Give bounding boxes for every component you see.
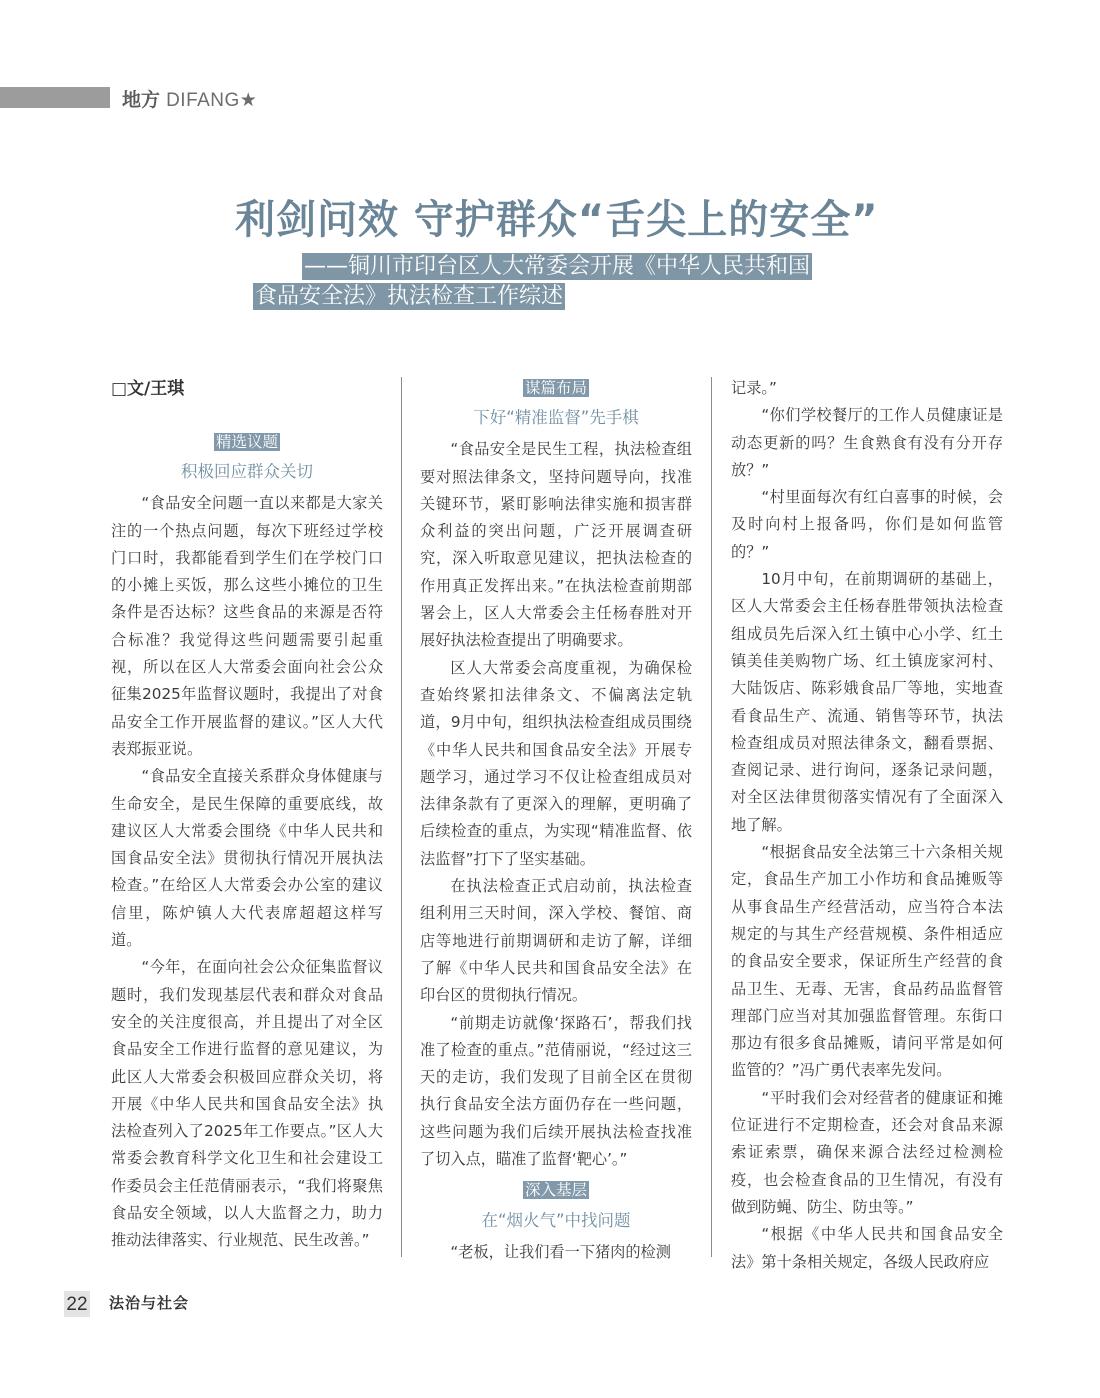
column-2 xyxy=(420,375,692,1266)
column-3 xyxy=(731,375,1003,1276)
section-heading: 下好“精准监督”先手棋 xyxy=(473,408,639,428)
column-1 xyxy=(111,429,383,1255)
section-heading: 在“烟火气”中找问题 xyxy=(481,1210,631,1230)
star-icon: ★ xyxy=(239,89,257,111)
section-heading: 积极回应群众关切 xyxy=(181,462,313,482)
paragraph: “根据《中华人民共和国食品安全法》第十条相关规定，各级人民政府应 xyxy=(731,1225,1003,1271)
column-divider xyxy=(401,377,402,1257)
paragraph: “村里面每次有红白喜事的时候，会及时向村上报备吗，你们是如何监管的？” xyxy=(731,488,1003,561)
article-title: 利剑问效 守护群众“舌尖上的安全” xyxy=(235,197,879,243)
section-tag-text: 精选议题 xyxy=(215,433,278,451)
paragraph: “前期走访就像‘探路石’，帮我们找准了检查的重点。”范倩丽说，“经过这三天的走访，我们发现了目前全区在贯彻执行食品安全法方面仍存在一些问题，这些问题为我们后续开展执法检查找准了切入点，瞄准了监督‘靶心’。” xyxy=(420,1013,692,1169)
section-name-en: DIFANG xyxy=(166,90,240,111)
page-number: 22 xyxy=(64,1291,90,1317)
paragraph: “根据食品安全法第三十六条相关规定，食品生产加工小作坊和食品摊贩等从事食品生产经营活动，应当符合本法规定的与其生产经营规模、条件相适应的食品安全要求，保证所生产经营的食品卫生、无毒、无害，食品药品监督管理部门应当对其加强监督管理。东街口那边有很多食品摊贩，请问平常是如何监管的？”冯广勇代表率先发问。 xyxy=(731,843,1003,1080)
section-name-cn: 地方 xyxy=(122,89,161,111)
paragraph: “食品安全直接关系群众身体健康与生命安全，是民生保障的重要底线，故建议区人大常委会围绕《中华人民共和国食品安全法》贯彻执行情况开展执法检查。”在给区人大常委会办公室的建议信里，陈炉镇人大代表席超超这样写道。 xyxy=(111,767,383,950)
article-subtitle-line2: 食品安全法》执法检查工作综述 xyxy=(255,284,564,309)
paragraph: “你们学校餐厅的工作人员健康证是动态更新的吗？生食熟食有没有分开存放？” xyxy=(731,406,1003,479)
paragraph: “食品安全是民生工程，执法检查组要对照法律条文，坚持问题导向，找准关键环节，紧盯影响法律实施和损害群众利益的突出问题，广泛开展调查研究，深入听取意见建议，把执法检查的作用真正发挥出来。”在执法检查前期部署会上，区人大常委会主任杨春胜对开展好执法检查提出了明确要求。 xyxy=(420,440,692,650)
paragraph: 区人大常委会高度重视，为确保检查始终紧扣法律条文、不偏离法定轨道，9月中旬，组织执法检查组成员围绕《中华人民共和国食品安全法》开展专题学习，通过学习不仅让检查组成员对法律条款有了更深入的理解，更明确了后续检查的重点，为实现“精准监督、依法监督”打下了坚实基础。 xyxy=(420,658,692,868)
article-subtitle-line1: ——铜川市印台区人大常委会开展《中华人民共和国 xyxy=(304,254,811,279)
paragraph: 在执法检查正式启动前，执法检查组利用三天时间，深入学校、餐馆、商店等地进行前期调研和走访了解，详细了解《中华人民共和国食品安全法》在印台区的贯彻执行情况。 xyxy=(420,877,692,1005)
magazine-name: 法治与社会 xyxy=(109,1294,190,1312)
paragraph-continuation: 记录。” xyxy=(731,379,777,397)
paragraph: “食品安全问题一直以来都是大家关注的一个热点问题，每次下班经过学校门口时，我都能看到学生们在学校门口的小摊上买饭，那么这些小摊位的卫生条件是否达标？这些食品的来源是否符合标准？我觉得这些问题需要引起重视，所以在区人大常委会面向社会公众征集2025年监督议题时，我提出了对食品安全工作开展监督的建议。”区人大代表郑振亚说。 xyxy=(111,494,383,758)
paragraph: 10月中旬，在前期调研的基础上，区人大常委会主任杨春胜带领执法检查组成员先后深入红土镇中心小学、红土镇美佳美购物广场、红土镇庞家河村、大陆饭店、陈彩娥食品厂等地，实地查看食品生产、流通、销售等环节，执法检查组成员对照法律条文，翻看票据、查阅记录、进行询问，逐条记录问题，对全区法律贯彻落实情况有了全面深入地了解。 xyxy=(731,570,1003,834)
byline: □文/王琪 xyxy=(111,379,185,399)
paragraph: “平时我们会对经营者的健康证和摊位证进行不定期检查，还会对食品来源索证索票，确保来源合法经过检测检疫，也会检查食品的卫生情况，有没有做到防蝇、防尘、防虫等。” xyxy=(731,1088,1003,1216)
section-label xyxy=(122,85,257,112)
paragraph: “今年，在面向社会公众征集监督议题时，我们发现基层代表和群众对食品安全的关注度很高，并且提出了对全区食品安全工作进行监督的意见建议，为此区人大常委会积极回应群众关切，将开展《中华人民共和国食品安全法》执法检查列入了2025年工作要点。”区人大常委会教育科学文化卫生和社会建设工作委员会主任范倩丽表示，“我们将聚焦食品安全领域，以人大监督之力，助力推动法律落实、行业规范、民生改善。” xyxy=(111,958,383,1250)
section-tag xyxy=(420,1177,692,1204)
section-tag xyxy=(420,375,692,402)
section-bar xyxy=(0,87,110,108)
paragraph: “老板，让我们看一下猪肉的检测 xyxy=(450,1242,671,1261)
section-tag xyxy=(111,429,383,456)
section-tag-text: 深入基层 xyxy=(524,1181,587,1200)
section-tag-text: 谋篇布局 xyxy=(524,379,587,397)
column-divider xyxy=(711,377,712,1257)
